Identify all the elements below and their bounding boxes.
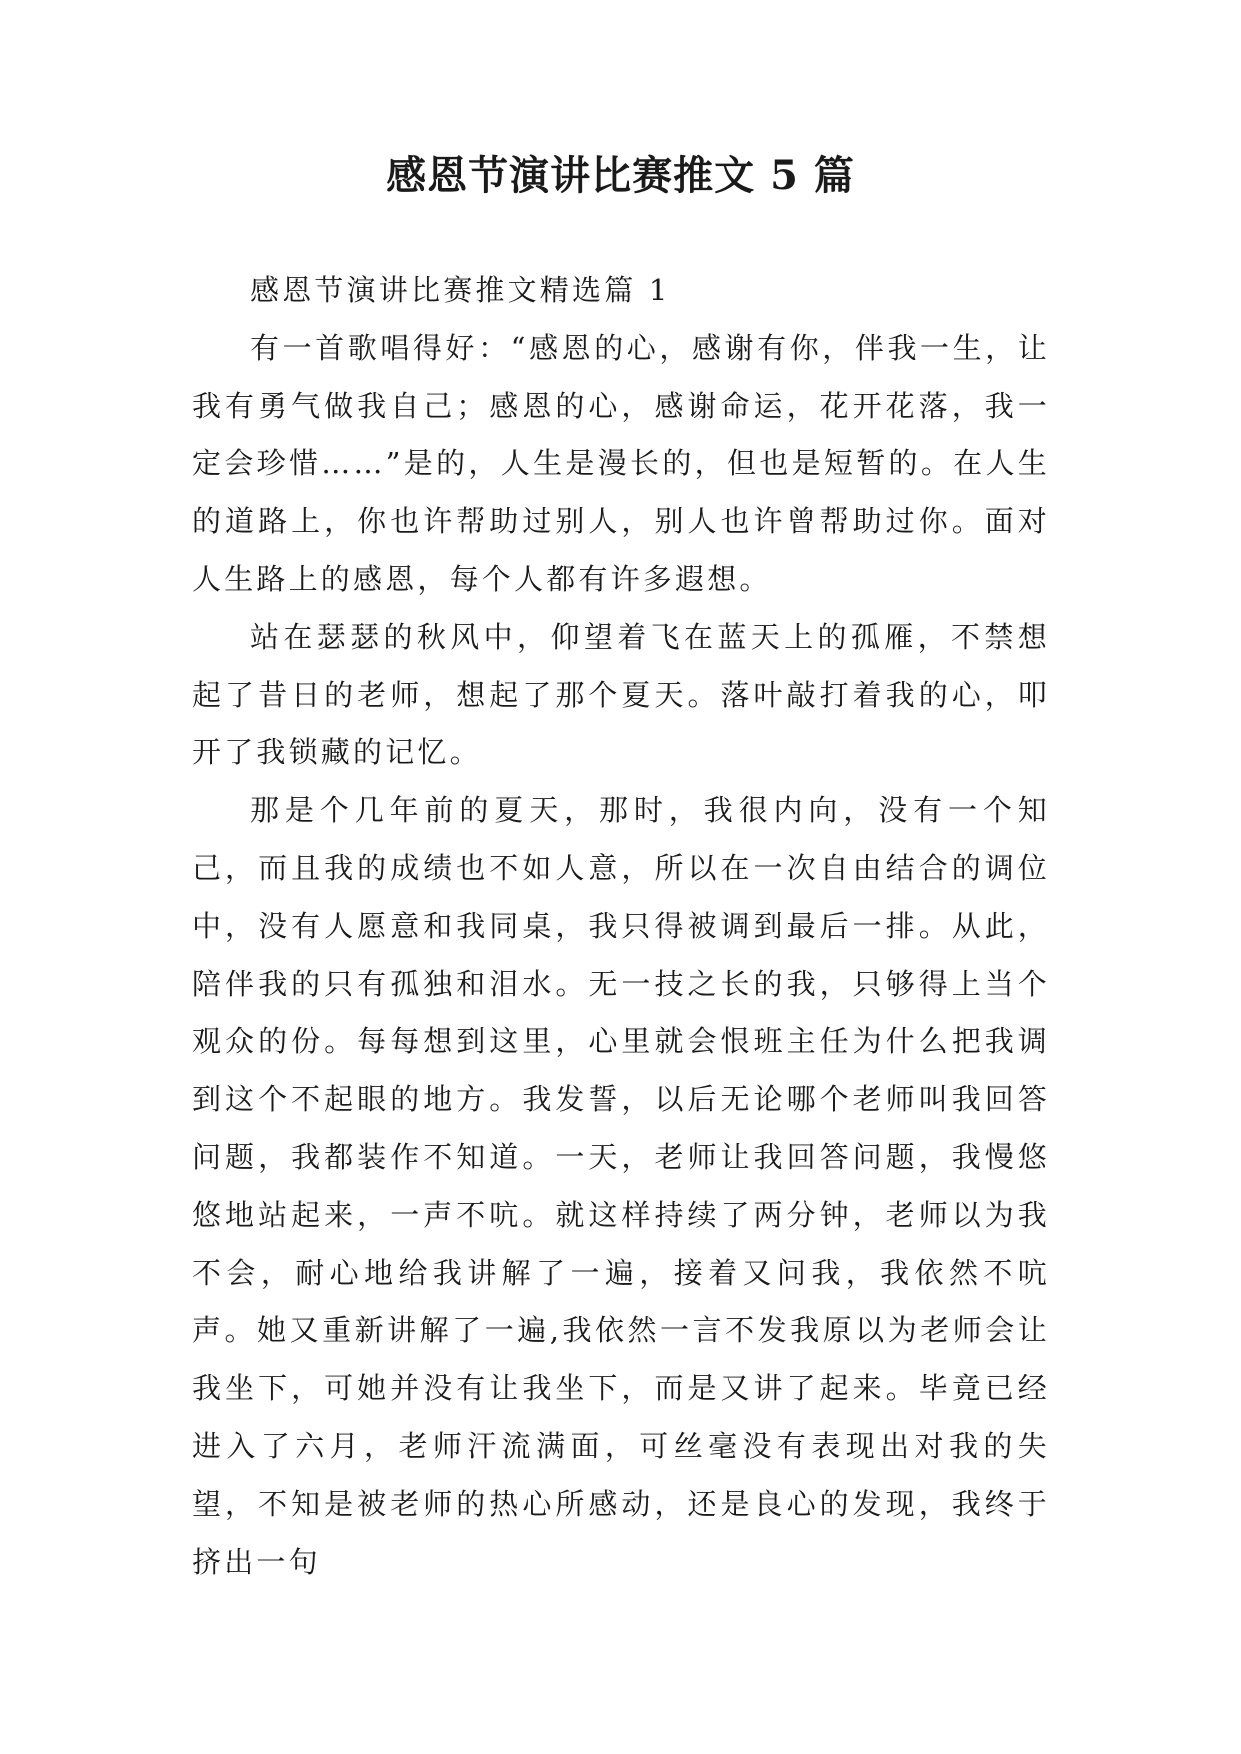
section-heading: 感恩节演讲比赛推文精选篇 1 [250,273,671,307]
document-title: 感恩节演讲比赛推文 5 篇 [386,152,855,199]
paragraph-2: 站在瑟瑟的秋风中，仰望着飞在蓝天上的孤雁，不禁想起了昔日的老师，想起了那个夏天。落叶敲打着我的心，叩开了我锁藏的记忆。 [192,619,1050,770]
document-body [192,262,1050,1591]
paragraph-1: 有一首歌唱得好：“感恩的心，感谢有你，伴我一生，让我有勇气做我自己；感恩的心，感谢命运，花开花落，我一定会珍惜……”是的，人生是漫长的，但也是短暂的。在人生的道路上，你也许帮助过别人，别人也许曾帮助过你。面对人生路上的感恩，每个人都有许多遐想。 [192,330,1050,596]
paragraph-3: 那是个几年前的夏天，那时，我很内向，没有一个知己，而且我的成绩也不如人意，所以在一次自由结合的调位中，没有人愿意和我同桌，我只得被调到最后一排。从此，陪伴我的只有孤独和泪水。无一技之长的我，只够得上当个观众的份。每每想到这里，心里就会恨班主任为什么把我调到这个不起眼的地方。我发誓，以后无论哪个老师叫我回答问题，我都装作不知道。一天，老师让我回答问题，我慢悠悠地站起来，一声不吭。就这样持续了两分钟，老师以为我不会，耐心地给我讲解了一遍，接着又问我，我依然不吭声。她又重新讲解了一遍,我依然一言不发我原以为老师会让我坐下，可她并没有让我坐下，而是又讲了起来。毕竟已经进入了六月，老师汗流满面，可丝毫没有表现出对我的失望，不知是被老师的热心所感动，还是良心的发现，我终于挤出一句 [192,793,1050,1579]
